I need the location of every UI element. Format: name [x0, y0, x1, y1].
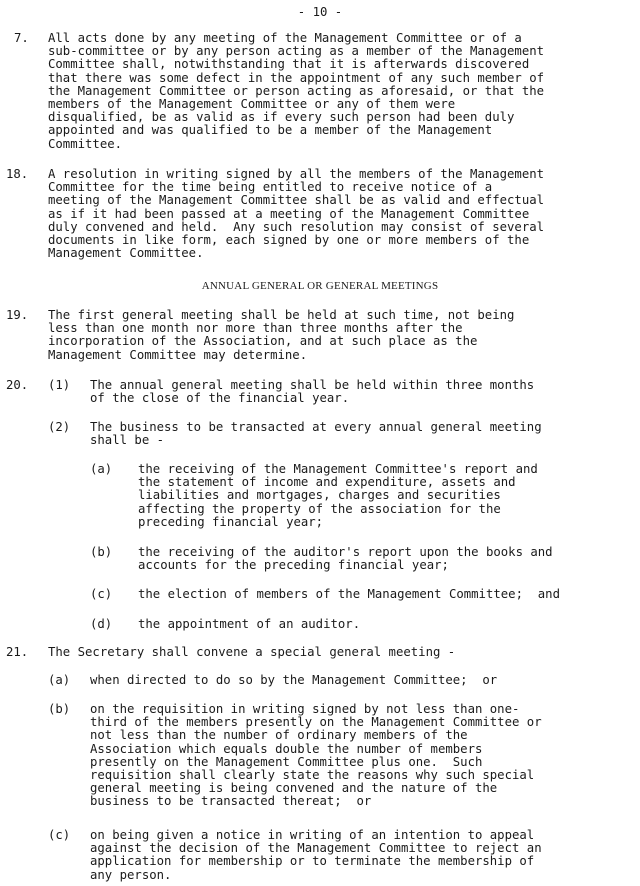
- subclause-text: The business to be transacted at every annual general meeting shall be -: [90, 420, 542, 448]
- item-label: (c): [48, 828, 71, 842]
- page-number: - 10 -: [297, 5, 343, 19]
- clause-number: 21.: [6, 645, 29, 659]
- item-label: (c): [90, 587, 113, 601]
- clause-number: 7.: [14, 31, 29, 45]
- item-text: the election of members of the Management Committee; and: [138, 587, 560, 601]
- item-text: the receiving of the auditor's report upon the books and accounts for the preceding financial year;: [138, 545, 553, 573]
- clause-text: The Secretary shall convene a special general meeting -: [48, 645, 456, 659]
- clause-number: 20.: [6, 378, 29, 392]
- item-label: (d): [90, 617, 113, 631]
- item-text: the appointment of an auditor.: [138, 617, 361, 631]
- item-text: on being given a notice in writing of an intention to appeal against the decision of the Management Committee to reject an application for membership or to terminate the membership of any person.: [90, 828, 542, 882]
- clause-text: A resolution in writing signed by all the members of the Management Committee for the time being entitled to receive notice of a meeting of the Management Committee shall be as valid and effectual as if it had been passed at a meeting of the Management Committee duly convened and held. Any such resolution may consist of several documents in like form, each signed by one or more members of the Management Committee.: [48, 167, 545, 261]
- item-label: (b): [48, 702, 71, 716]
- clause-number: 19.: [6, 308, 29, 322]
- item-label: (a): [48, 673, 71, 687]
- subclause-text: The annual general meeting shall be held within three months of the close of the financial year.: [90, 378, 535, 406]
- item-label: (b): [90, 545, 113, 559]
- item-label: (a): [90, 462, 113, 476]
- clause-text: The first general meeting shall be held at such time, not being less than one month nor more than three months after the incorporation of the Association, and at such place as the Management Committee may determine.: [48, 308, 515, 362]
- clause-text: All acts done by any meeting of the Management Committee or of a sub-committee or by any person acting as a member of the Management Committee shall, notwithstanding that it is afterwards discovered that there was some defect in the appointment of any such member of the Management Committee or person acting as aforesaid, or that the members of the Management Committee or any of them were disqualified, be as valid as if every such person had been duly appointed and was qualified to be a member of the Management Committee.: [48, 31, 545, 151]
- subclause-label: (1): [48, 378, 71, 392]
- subclause-label: (2): [48, 420, 71, 434]
- item-text: when directed to do so by the Management Committee; or: [90, 673, 498, 687]
- item-text: on the requisition in writing signed by not less than one- third of the members presently on the Management Committee or not less than the number of ordinary members of the Association which equals double the number of members presently on the Management Committee plus one. Such requisition shall clearly state the reasons why such special general meeting is being convened and the nature of the business to be transacted thereat; or: [90, 702, 542, 809]
- section-heading: ANNUAL GENERAL OR GENERAL MEETINGS: [201, 280, 439, 292]
- clause-number: 18.: [6, 167, 29, 181]
- item-text: the receiving of the Management Committee's report and the statement of income and expenditure, assets and liabilities and mortgages, charges and securities affecting the property of the association for the preceding financial year;: [138, 462, 538, 529]
